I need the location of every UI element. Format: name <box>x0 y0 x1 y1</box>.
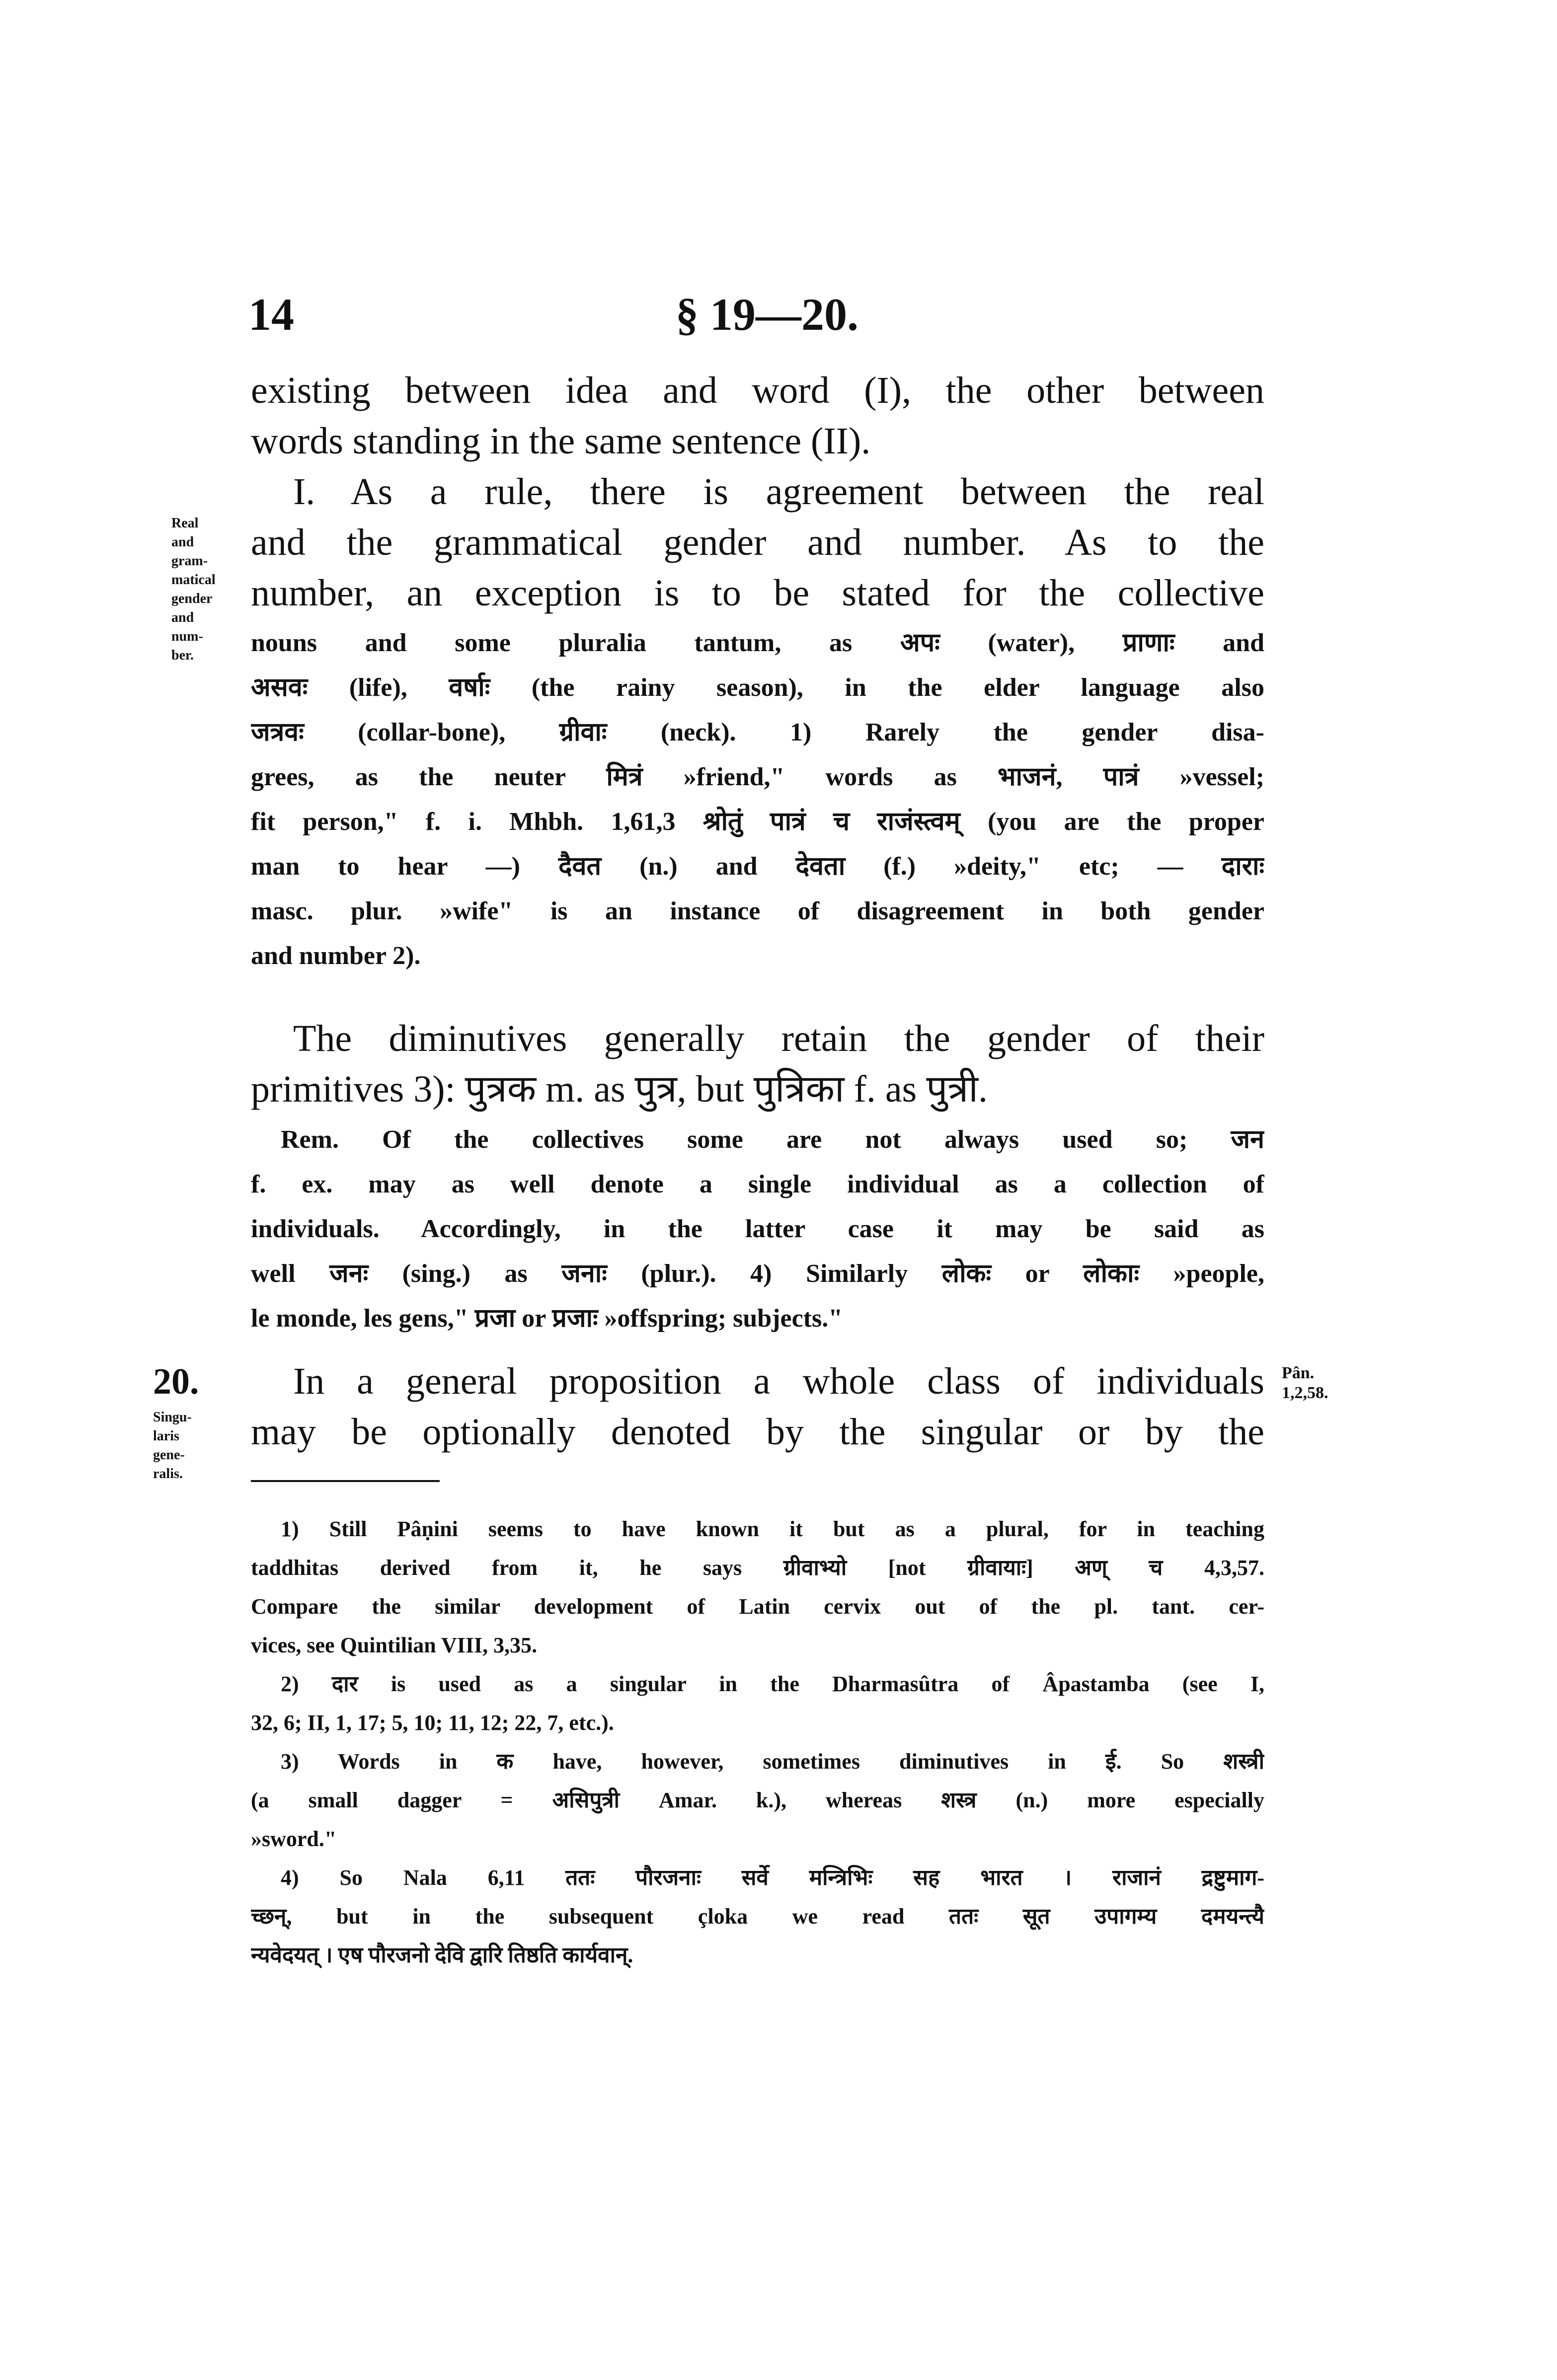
paragraph-diminutives: The diminutives generally retain the gender of their primitives 3): पुत्रक m. as पुत्र, but पुत्रिका f. as पुत्री. <box>251 1018 1264 1110</box>
footnote-divider <box>251 1480 440 1482</box>
footnotes: 1) Still Pâṇini seems to have known it but as a plural, for in teaching taddhitas derived from it, he says ग्रीवाभ्यो [not ग्रीवायाः] अण् च 4,3,57. Compare the similar development of Latin cervix out of the pl. tant. cer- vices, see Quintilian VIII, 3,35. 2) दार is used as a singular in the Dharmasûtra of Âpastamba (see I, 32, 6; II, 1, 17; 5, 10; 11, 12; 22, 7, etc.). 3) Words in क have, however, sometimes diminutives in ई. So शस्त्री (a small dagger = असिपुत्री Amar. k.), whereas शस्त्र (n.) more especially »sword." 4) So Nala 6,11 ततः पौरजनाः सर्वे मन्त्रिभिः सह भारत । राजानं द्रष्टुमाग- च्छन्, but in the subsequent çloka we read ततः सूत उपागम्य दमयन्त्यै न्यवेदयत् । एष पौरजनो देवि द्वारि तिष्ठति कार्यवान्. <box>251 1510 1264 1975</box>
remark-collectives: Rem. Of the collectives some are not always used so; जन f. ex. may as well denote a single individual as a collection of individuals. Accordingly, in the latter case it may be said as well जनः (sing.) as जनाः (plur.). 4) Similarly लोकः or लोकाः »people, le monde, les gens," प्रजा or प्रजाः »offspring; subjects." <box>251 1125 1264 1333</box>
paragraph-singularis: In a general proposition a whole class of individuals may be optionally denoted by the singular or by the <box>251 1360 1264 1453</box>
page-header <box>0 288 1557 348</box>
margin-note-real-gender: Real and gram- matical gender and num- ber. <box>171 516 216 663</box>
section-number-20: 20. <box>153 1361 199 1402</box>
footnote-3: 3) Words in क have, however, sometimes diminutives in ई. So शस्त्री <box>281 1749 1264 1774</box>
footnote-1: 1) Still Pâṇini seems to have known it but as a plural, for in teaching <box>281 1517 1264 1541</box>
margin-note-panini-ref: Pân. 1,2,58. <box>1282 1364 1328 1402</box>
paragraph-collective-nouns: nouns and some pluralia tantum, as अपः (water), प्राणाः and असवः (life), वर्षाः (the rainy season), in the elder language also जत्रवः (collar-bone), ग्रीवाः (neck). 1) Rarely the gender disa- grees, as the neuter मित्रं »friend," words as भाजनं, पात्रं »vessel; fit person," f. i. Mhbh. 1,61,3 श्रोतुं पात्रं च राजंस्त्वम् (you are the proper man to hear —) दैवत (n.) and देवता (f.) »deity," etc; — दाराः masc. plur. »wife" is an instance of disagreement in both gender and number 2). <box>251 629 1264 970</box>
footnote-4: 4) So Nala 6,11 ततः पौरजनाः सर्वे मन्त्रिभिः सह भारत । राजानं द्रष्टुमाग- <box>281 1865 1264 1890</box>
section-heading: § 19—20. <box>676 289 858 340</box>
paragraph-gender-intro: existing between idea and word (I), the other between words standing in the same sentence (II). I. As a rule, there is agreement between the real and the grammatical gender and number. As to the number, an exception is to be stated for the collective <box>251 370 1264 614</box>
margin-note-singularis: Singu- laris gene- ralis. <box>153 1410 192 1482</box>
page-number: 14 <box>248 289 294 340</box>
footnote-2: 2) दार is used as a singular in the Dharmasûtra of Âpastamba (see I, <box>281 1672 1264 1696</box>
